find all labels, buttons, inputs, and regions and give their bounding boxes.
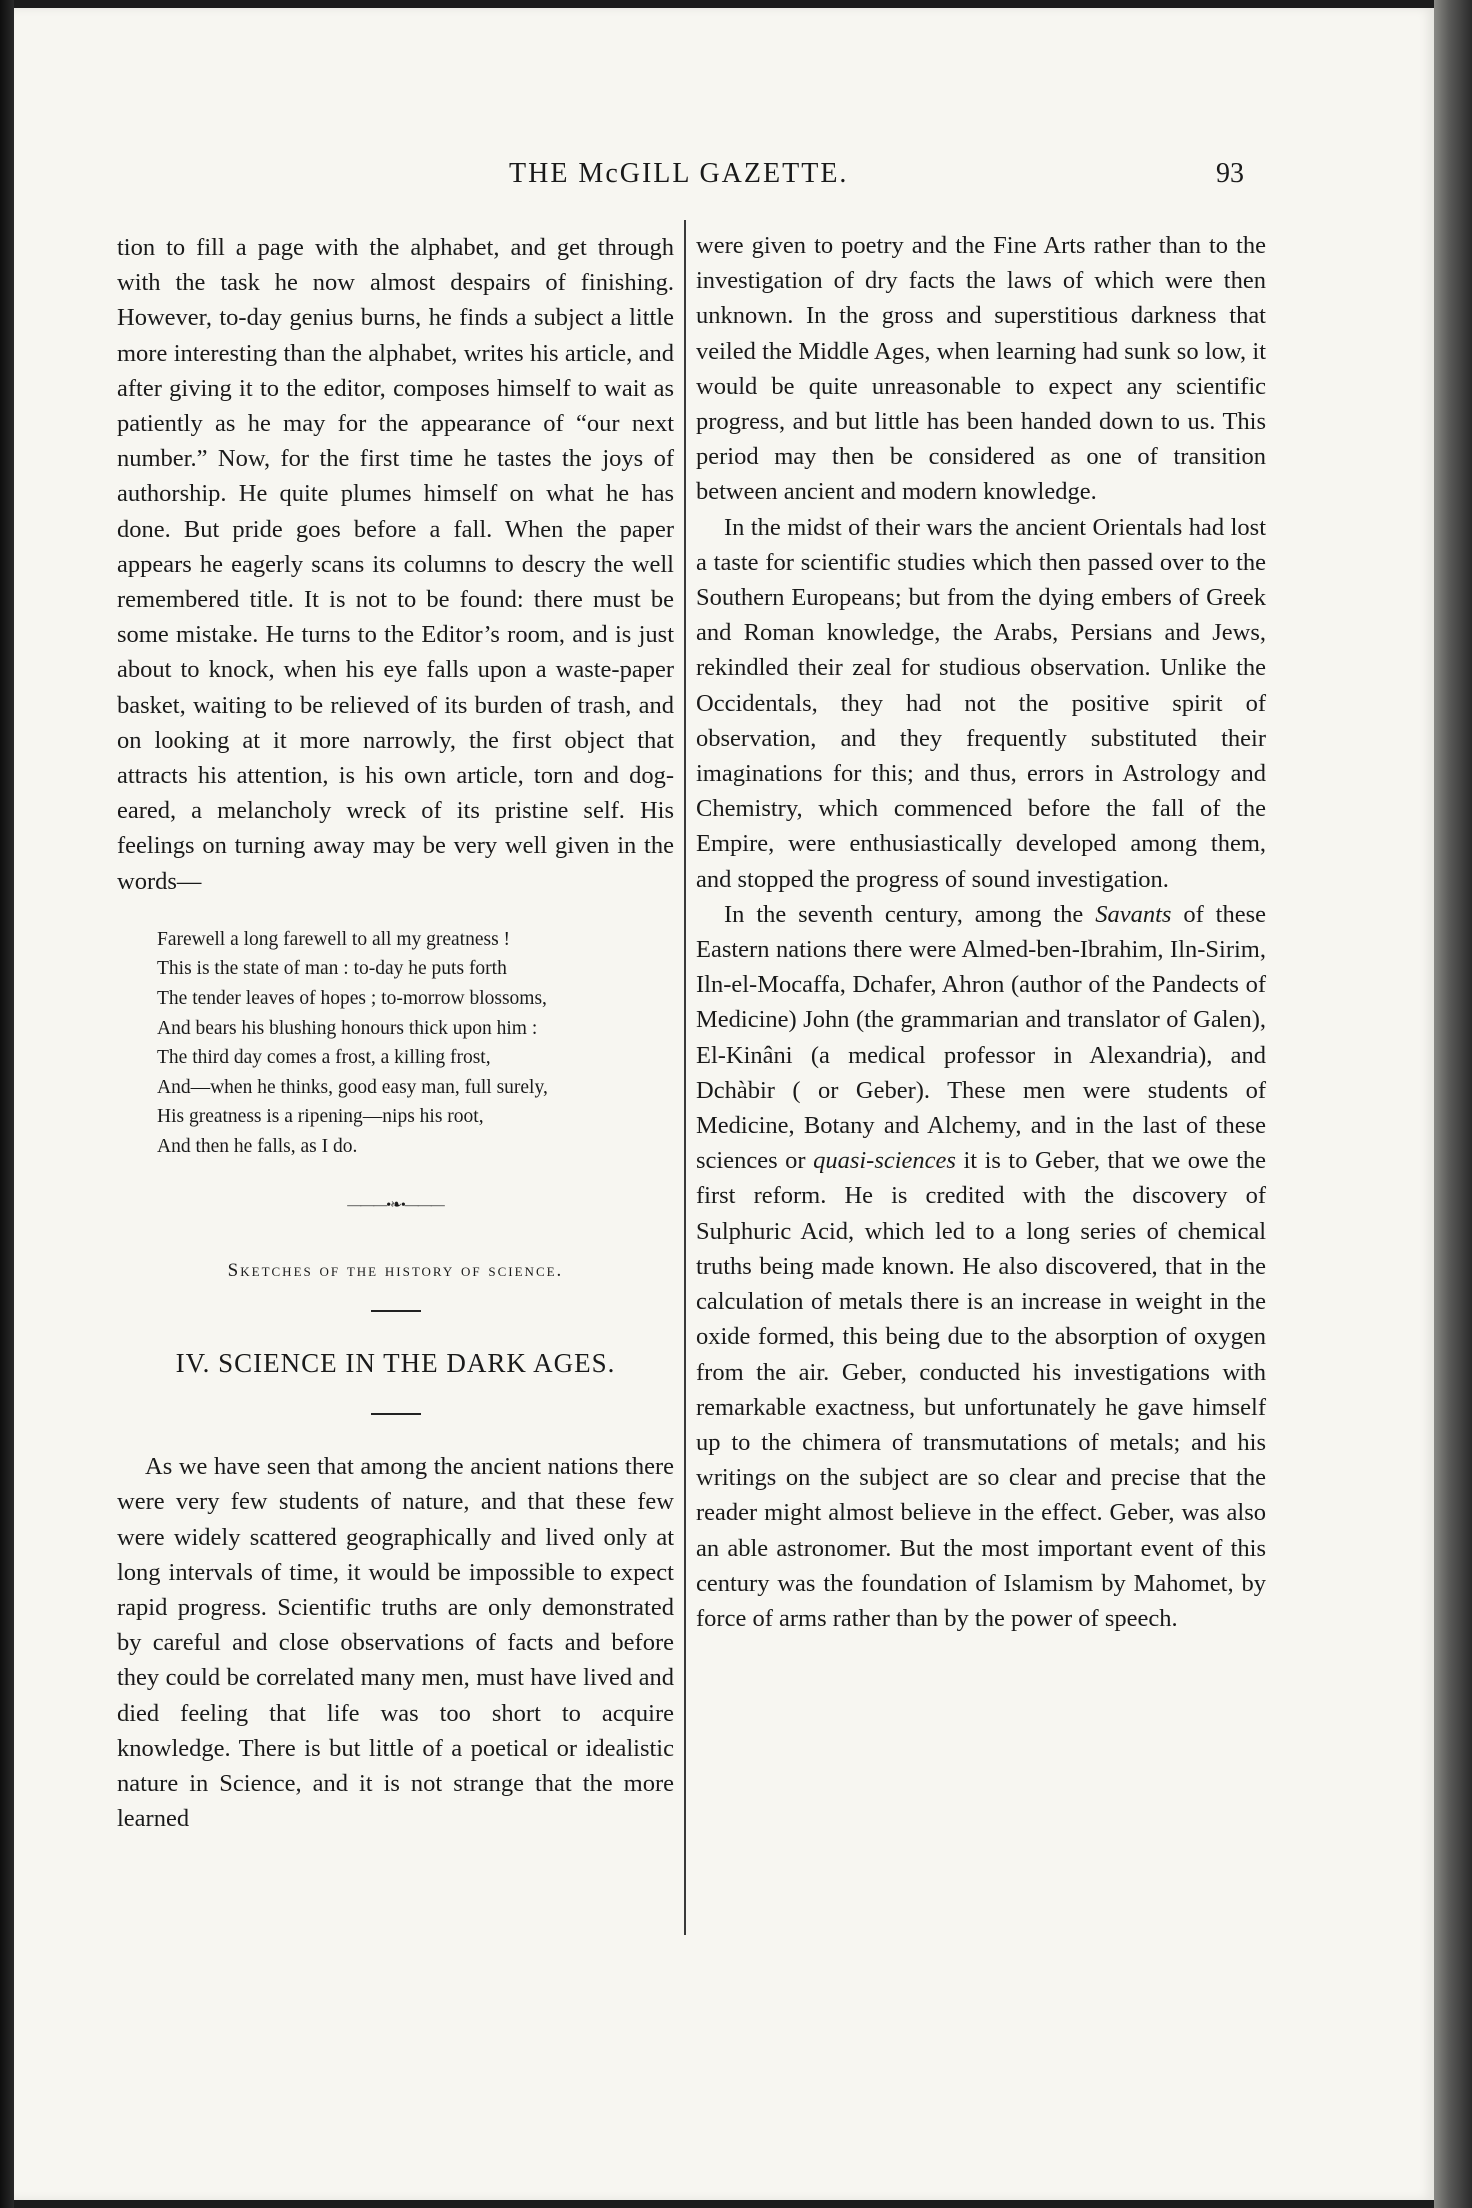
chapter-heading: IV. SCIENCE IN THE DARK AGES. bbox=[175, 1348, 616, 1379]
poem-line: His greatness is a ripening—nips his root, bbox=[157, 1106, 484, 1128]
paragraph-text: of these Eastern nations there were Almed-ben-Ibrahim, Iln-Sirim, Iln-el-Mocaffa, Dchafer, Ahron (author of the Pandects of Medicine) John (the grammarian and translator of Galen), El-Kinâni (a medical professor in Alexandria), and Dchàbir ( or Geber). These men were students of Medicine, Botany and Alchemy, and in the last of these sciences or bbox=[696, 900, 1266, 1175]
paragraph-text: In the seventh century, among the bbox=[724, 900, 1084, 928]
poem-line: This is the state of man : to-day he puts forth bbox=[157, 958, 507, 980]
italic-term: quasi-sciences bbox=[813, 1147, 956, 1175]
poem-line: And bears his blushing honours thick upon him : bbox=[157, 1017, 538, 1039]
divider-rule bbox=[371, 1413, 421, 1415]
journal-title: THE McGILL GAZETTE. bbox=[509, 158, 849, 189]
article-paragraph: As we have seen that among the ancient nations there were very few students of nature, and that these few were widely scattered geographically and lived only at long intervals of time, it would be impossible to expect rapid progress. Scientific truths are only demonstrated by careful and close observations of facts and before they could be correlated many men, must have lived and died feeling that life was too short to acquire knowledge. There is but little of a poetical or idealistic nature in Science, and it is not strange that the more learned bbox=[117, 1453, 674, 1833]
left-paragraph-continued: tion to fill a page with the alphabet, and get through with the task he now almost despairs of finishing. However, to-day genius burns, he finds a subject a little more interesting than the alphabet, writes his article, and after giving it to the editor, composes himself to wait as patiently as he may for the appearance of “our next number.” Now, for the first time he tastes the joys of authorship. He quite plumes himself on what he has done. But pride goes before a fall. When the paper appears he eagerly scans its columns to descry the well remembered title. It is not to be found: there must be some mistake. He turns to the Editor’s room, and is just about to knock, when his eye falls upon a waste-paper basket, waiting to be relieved of its burden of trash, and on looking at it more narrowly, the first object that attracts his attention, is his own article, torn and dog-eared, a melancholy wreck of its pristine self. His feelings on turning away may be very well given in the words— bbox=[117, 234, 674, 895]
book-spine-shadow bbox=[0, 0, 14, 2208]
section-ornament: ———•❧•——— bbox=[347, 1197, 444, 1213]
page-number: 93 bbox=[1216, 158, 1244, 189]
poem-line: And then he falls, as I do. bbox=[157, 1136, 358, 1158]
page-edge-shadow bbox=[1434, 0, 1472, 2208]
poem-line: The third day comes a frost, a killing frost, bbox=[157, 1047, 491, 1069]
article-paragraph: In the midst of their wars the ancient Orientals had lost a taste for scientific studies which then passed over to the Southern Europeans; but from the dying embers of Greek and Roman knowledge, the Arabs, Persians and Jews, rekindled their zeal for studious observation. Unlike the Occidentals, they had not the positive spirit of observation, and they frequently substituted their imaginations for this; and thus, errors in Astrology and Chemistry, which commenced before the fall of the Empire, were enthusiastically developed among them, and stopped the progress of sound investigation. bbox=[696, 513, 1266, 893]
right-column bbox=[696, 228, 1266, 1636]
poem-line: And—when he thinks, good easy man, full surely, bbox=[157, 1076, 548, 1098]
running-header bbox=[14, 158, 1434, 198]
series-title: Sketches of the history of science. bbox=[227, 1259, 564, 1281]
italic-term: Savants bbox=[1095, 900, 1172, 928]
paragraph-text: it is to Geber, that we owe the first reform. He is credited with the discovery of Sulphuric Acid, which led to a long series of chemical truths being made known. He also discovered, that in the calculation of metals there is an increase in weight in the oxide formed, this being due to the absorption of oxygen from the air. Geber, conducted his investigations with remarkable exactness, but unfortunately he gave himself up to the chimera of transmutations of metals; and his writings on the subject are so clear and precise that the reader might almost believe in the effect. Geber, was also an able astronomer. But the most important event of this century was the foundation of Islamism by Mahomet, by force of arms rather than by the power of speech. bbox=[696, 1147, 1267, 1632]
poem-line: The tender leaves of hopes ; to-morrow blossoms, bbox=[157, 988, 547, 1010]
divider-rule bbox=[371, 1310, 421, 1312]
poem-quotation bbox=[157, 925, 674, 1162]
left-column bbox=[117, 230, 674, 1836]
document-page bbox=[14, 8, 1434, 2200]
column-rule bbox=[684, 220, 686, 1935]
poem-line: Farewell a long farewell to all my greatness ! bbox=[157, 928, 511, 950]
right-paragraph-continued: were given to poetry and the Fine Arts rather than to the investigation of dry facts the laws of which were then unknown. In the gross and superstitious darkness that veiled the Middle Ages, when learning had sunk so low, it would be quite unreasonable to expect any scientific progress, and but little has been handed down to us. This period may then be considered as one of transition between ancient and modern knowledge. bbox=[696, 232, 1266, 506]
article-paragraph bbox=[696, 897, 1266, 1636]
